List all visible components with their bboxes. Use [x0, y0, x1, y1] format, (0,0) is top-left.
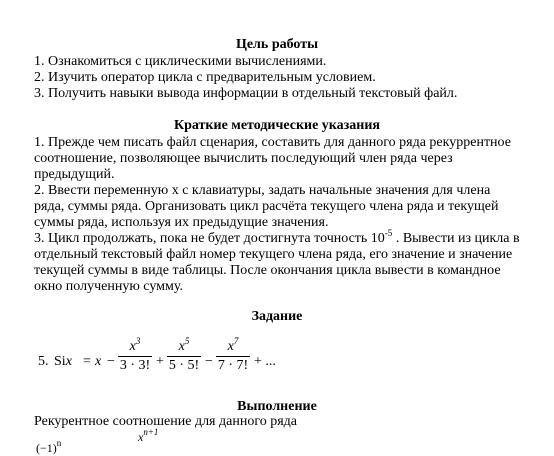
fraction-term-1: $x^3$ 3 · 3! [119, 336, 151, 373]
partial-formula-numerator: $x^{n+1}$ [138, 427, 159, 444]
formula-equals: = [83, 354, 91, 369]
precision-exponent: -5 [384, 228, 393, 238]
formula-minus-2: − [205, 354, 213, 369]
task-number: 5. [38, 354, 49, 369]
guideline-line: соотношение, позволяющее вычислить последующий член ряда через [34, 151, 453, 166]
goal-heading: Цель работы [235, 37, 319, 52]
guidelines-heading: Краткие методические указания [173, 118, 380, 133]
task-heading: Задание [251, 309, 303, 324]
guideline-line: текущей суммы в виде таблицы. После окончания цикла вывести в командное [34, 263, 501, 278]
formula-tail: + ... [254, 354, 276, 369]
formula-lhs: Six [54, 354, 72, 369]
goal-item-3: 3. Получить навыки вывода информации в отдельный текстовый файл. [34, 86, 458, 101]
guideline-line: суммы ряда, используя их предыдущие значения. [34, 215, 329, 230]
fraction-term-3: $x^7$ 7 · 7! [217, 336, 249, 373]
goal-item-1: 1. Ознакомиться с циклическими вычислениями. [34, 54, 327, 69]
partial-formula-left: $(-1)^n$ [36, 438, 62, 455]
series-formula [38, 336, 288, 384]
fraction-term-2: $x^5$ 5 · 5! [168, 336, 200, 373]
guideline-line-precision [34, 228, 520, 247]
formula-minus-1: − [107, 354, 115, 369]
guideline-line: отдельный текстовый файл номер текущего члена ряда, его значение и значение [34, 247, 513, 262]
guideline-line: 2. Ввести переменную x с клавиатуры, задать начальные значения для члена [34, 183, 491, 198]
execution-line: Рекурентное соотношение для данного ряда [34, 414, 297, 429]
execution-heading: Выполнение [237, 399, 317, 414]
formula-plus: + [156, 354, 164, 369]
formula-first-term: x [95, 354, 102, 369]
guideline-line: окно полученную сумму. [34, 279, 183, 294]
precision-text-after: . Вывести из цикла в [392, 231, 520, 246]
precision-text-before: 3. Цикл продолжать, пока не будет достигнута точность 10 [34, 231, 385, 246]
guideline-line: ряда, суммы ряда. Организовать цикл расчёта текущего члена ряда и текущей [34, 199, 499, 214]
goal-item-2: 2. Изучить оператор цикла с предварительным условием. [34, 70, 376, 85]
guideline-line: предыдущий. [34, 167, 115, 182]
guideline-line: 1. Прежде чем писать файл сценария, составить для данного ряда рекуррентное [34, 135, 511, 150]
